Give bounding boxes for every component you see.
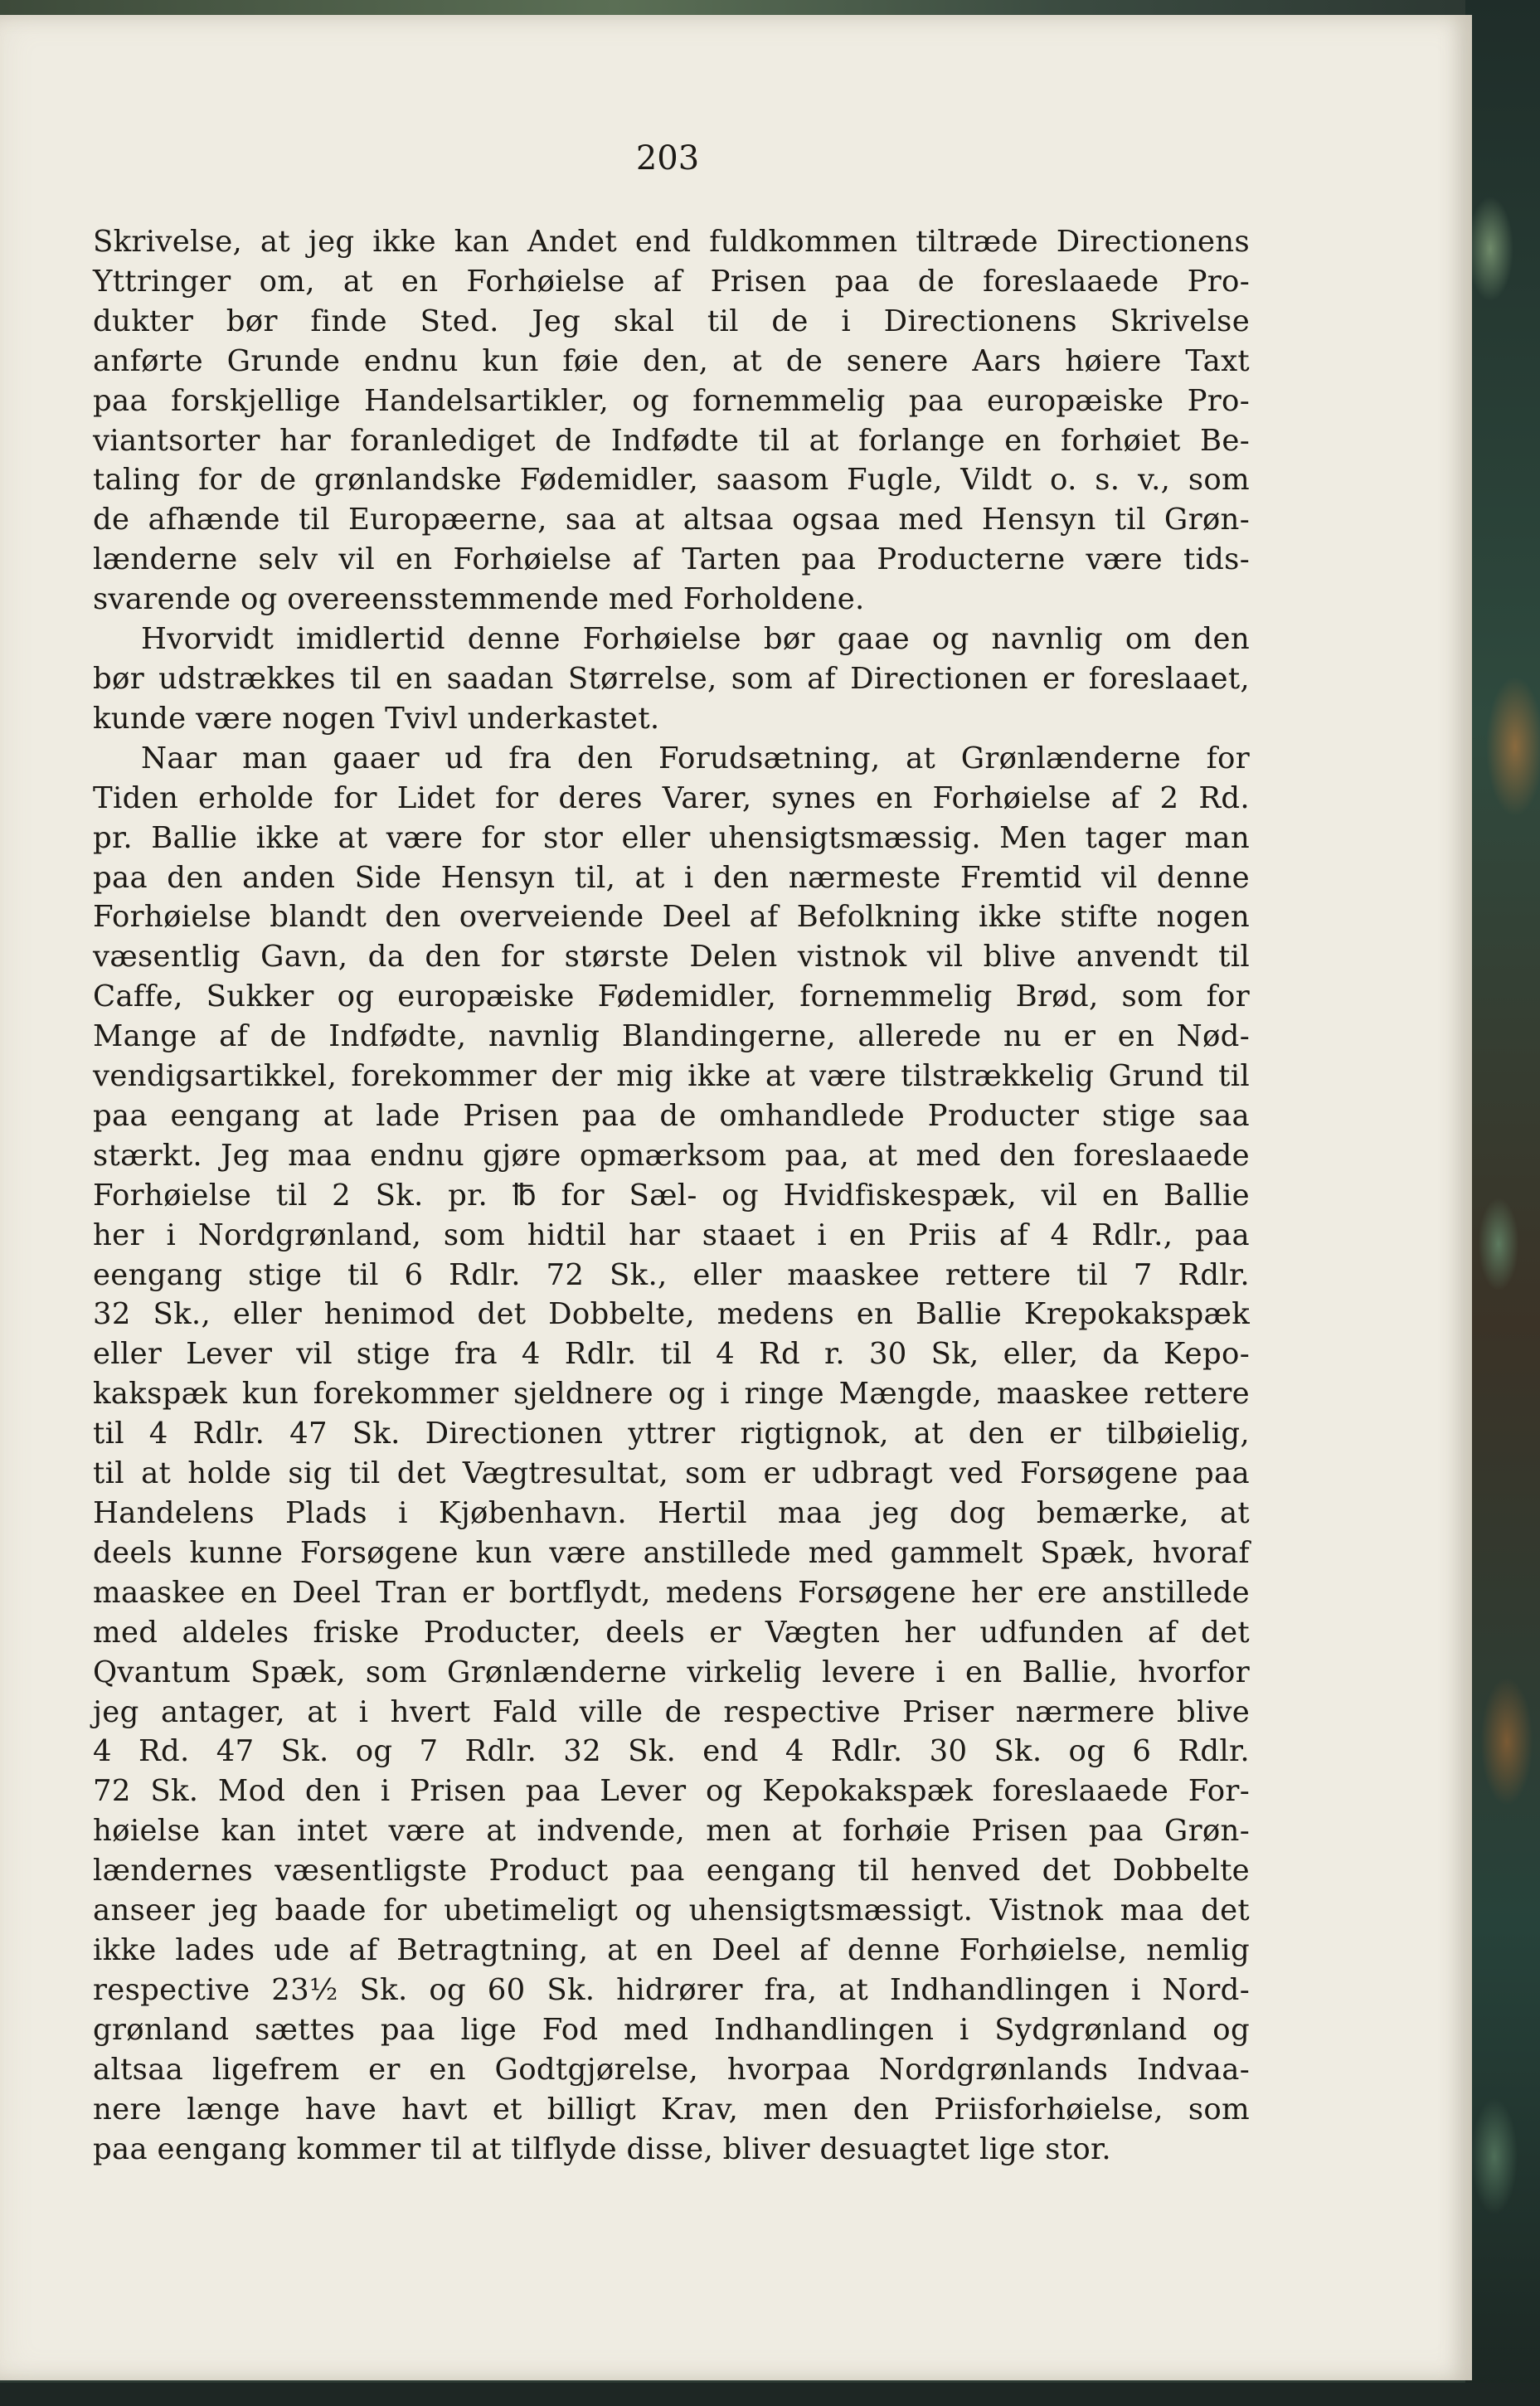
text-line: ikke lades ude af Betragtning, at en Deel af denne Forhøielse, nemlig: [93, 1932, 1250, 1967]
paragraph: [93, 739, 1250, 2170]
text-line: de afhænde til Europæerne, saa at altsaa ogsaa med Hensyn til Grøn-: [93, 503, 1250, 537]
text-line: stærkt. Jeg maa endnu gjøre opmærksom paa, at med den foreslaaede: [93, 1138, 1250, 1173]
text-line: nere længe have havt et billigt Krav, men den Priisforhøielse, som: [93, 2092, 1250, 2127]
text-line: vendigsartikkel, forekommer der mig ikke at være tilstrækkelig Grund til: [93, 1059, 1250, 1094]
text-line: paa den anden Side Hensyn til, at i den nærmeste Fremtid vil denne: [93, 860, 1250, 895]
text-line: Hvorvidt imidlertid denne Forhøielse bør gaae og navnlig om den: [141, 622, 1250, 657]
text-line: anseer jeg baade for ubetimeligt og uhensigtsmæssigt. Vistnok maa det: [93, 1893, 1250, 1928]
text-line: altsaa ligefrem er en Godtgjørelse, hvorpaa Nordgrønlands Indvaa-: [93, 2052, 1250, 2087]
text-line: Yttringer om, at en Forhøielse af Prisen paa de foreslaaede Pro-: [93, 264, 1250, 299]
text-line: taling for de grønlandske Fødemidler, saasom Fugle, Vildt o. s. v., som: [93, 463, 1250, 498]
text-line: til at holde sig til det Vægtresultat, som er udbragt ved Forsøgene paa: [93, 1456, 1250, 1491]
text-line: Forhøielse blandt den overveiende Deel af Befolkning ikke stifte nogen: [93, 900, 1250, 935]
paragraph: [93, 222, 1250, 620]
text-line: Naar man gaaer ud fra den Forudsætning, at Grønlænderne for: [141, 741, 1250, 775]
marbled-endpaper: [1465, 0, 1540, 2406]
text-line: 32 Sk., eller henimod det Dobbelte, medens en Ballie Krepokakspæk: [93, 1297, 1250, 1332]
text-line: høielse kan intet være at indvende, men at forhøie Prisen paa Grøn-: [93, 1814, 1250, 1849]
text-line: deels kunne Forsøgene kun være anstillede med gammelt Spæk, hvoraf: [93, 1535, 1250, 1570]
text-line: væsentlig Gavn, da den for største Delen vistnok vil blive anvendt til: [93, 940, 1250, 975]
page-number: 203: [635, 139, 700, 177]
text-line: maaskee en Deel Tran er bortflydt, medens Forsøgene her ere anstillede: [93, 1575, 1250, 1610]
text-line: viantsorter har foranlediget de Indfødte til at forlange en forhøiet Be-: [93, 423, 1250, 458]
text-line: Tiden erholde for Lidet for deres Varer, synes en Forhøielse af 2 Rd.: [93, 780, 1250, 815]
book-bottom-edge: [0, 2383, 1540, 2406]
text-line: kunde være nogen Tvivl underkastet.: [93, 701, 660, 736]
text-line: Mange af de Indfødte, navnlig Blandingerne, allerede nu er en Nød-: [93, 1019, 1250, 1054]
text-line: bør udstrækkes til en saadan Størrelse, som af Directionen er foreslaaet,: [93, 661, 1250, 696]
text-line: 4 Rd. 47 Sk. og 7 Rdlr. 32 Sk. end 4 Rdlr. 30 Sk. og 6 Rdlr.: [93, 1734, 1250, 1769]
text-line: 72 Sk. Mod den i Prisen paa Lever og Kepokakspæk foreslaaede For-: [93, 1774, 1250, 1809]
text-line: til 4 Rdlr. 47 Sk. Directionen yttrer rigtignok, at den er tilbøielig,: [93, 1417, 1250, 1451]
text-line: Caffe, Sukker og europæiske Fødemidler, fornemmelig Brød, som for: [93, 979, 1250, 1014]
text-line: eller Lever vil stige fra 4 Rdlr. til 4 Rd r. 30 Sk, eller, da Kepo-: [93, 1337, 1250, 1372]
text-line: kakspæk kun forekommer sjeldnere og i ringe Mængde, maaskee rettere: [93, 1377, 1250, 1412]
text-line: med aldeles friske Producter, deels er Vægten her udfunden af det: [93, 1615, 1250, 1650]
text-line: paa forskjellige Handelsartikler, og fornemmelig paa europæiske Pro-: [93, 383, 1250, 418]
text-line: Handelens Plads i Kjøbenhavn. Hertil maa jeg dog bemærke, at: [93, 1496, 1250, 1530]
text-line: eengang stige til 6 Rdlr. 72 Sk., eller maaskee rettere til 7 Rdlr.: [93, 1257, 1250, 1292]
text-line: Skrivelse, at jeg ikke kan Andet end fuldkommen tiltræde Directionens: [93, 225, 1250, 259]
text-line: svarende og overeensstemmende med Forholdene.: [93, 582, 865, 617]
paragraph: [93, 620, 1250, 739]
text-line: jeg antager, at i hvert Fald ville de respective Priser nærmere blive: [93, 1694, 1250, 1729]
text-line: lændernes væsentligste Product paa eengang til henved det Dobbelte: [93, 1854, 1250, 1888]
book-page: [0, 15, 1472, 2380]
text-line: dukter bør finde Sted. Jeg skal til de i Directionens Skrivelse: [93, 304, 1250, 338]
text-line: paa eengang kommer til at tilflyde disse, bliver desuagtet lige stor.: [93, 2131, 1111, 2166]
text-line: paa eengang at lade Prisen paa de omhandlede Producter stige saa: [93, 1098, 1250, 1133]
text-line: anførte Grunde endnu kun føie den, at de senere Aars høiere Taxt: [93, 343, 1250, 378]
text-line: her i Nordgrønland, som hidtil har staaet i en Priis af 4 Rdlr., paa: [93, 1218, 1250, 1252]
text-line: Forhøielse til 2 Sk. pr. ℔ for Sæl- og Hvidfiskespæk, vil en Ballie: [93, 1178, 1250, 1213]
text-line: Qvantum Spæk, som Grønlænderne virkelig levere i en Ballie, hvorfor: [93, 1655, 1250, 1689]
text-line: grønland sættes paa lige Fod med Indhandlingen i Sydgrønland og: [93, 2012, 1250, 2047]
text-line: lænderne selv vil en Forhøielse af Tarten paa Producterne være tids-: [93, 542, 1250, 577]
text-line: pr. Ballie ikke at være for stor eller uhensigtsmæssig. Men tager man: [93, 820, 1250, 855]
page-body-text: [93, 222, 1250, 2169]
text-line: respective 23½ Sk. og 60 Sk. hidrører fra, at Indhandlingen i Nord-: [93, 1972, 1250, 2007]
